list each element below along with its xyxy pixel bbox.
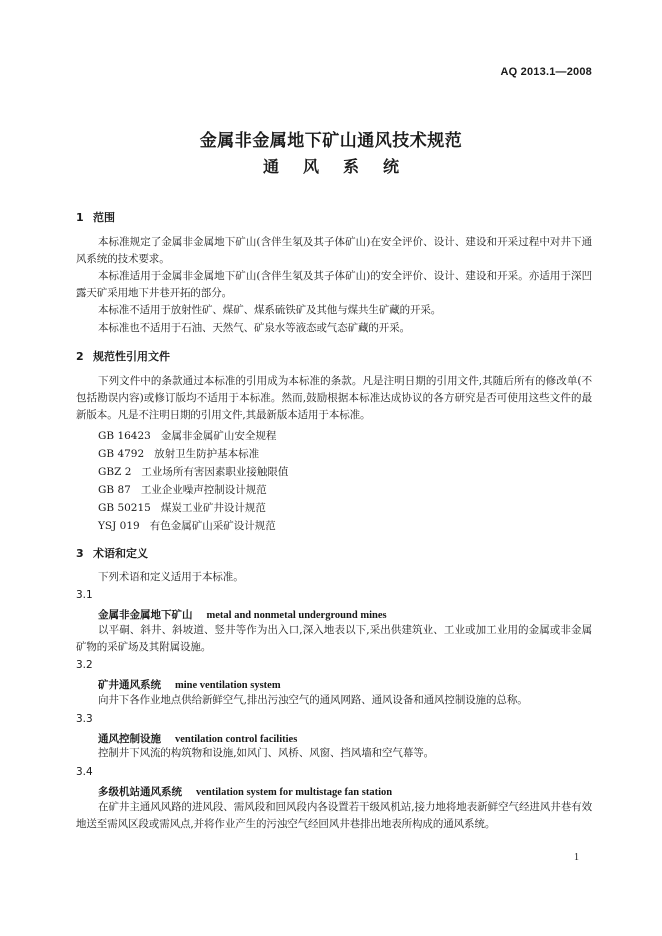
term-number: 3.2 — [76, 659, 93, 671]
term-zh: 通风控制设施 — [98, 733, 161, 745]
term-title — [98, 607, 387, 622]
term-number: 3.4 — [76, 766, 93, 778]
document-title: 金属非金属地下矿山通风技术规范 — [199, 131, 463, 151]
term-zh: 金属非金属地下矿山 — [98, 609, 193, 621]
paragraph: 本标准适用于金属非金属地下矿山(含伴生氡及其子体矿山)的安全评价、设计、建设和开采。亦适用于深凹露天矿采用地下井巷开拓的部分。 — [76, 270, 592, 299]
term-title — [98, 784, 392, 799]
term-en: ventilation system for multistage fan station — [196, 787, 393, 798]
reference-item — [98, 482, 267, 497]
reference-title: 工业场所有害因素职业接触限值 — [141, 466, 289, 478]
term-en: ventilation control facilities — [175, 734, 298, 745]
reference-code: YSJ 019 — [98, 520, 140, 532]
reference-item — [98, 464, 288, 479]
reference-title: 有色金属矿山采矿设计规范 — [149, 520, 276, 532]
paragraph: 下列术语和定义适用于本标准。 — [98, 571, 244, 583]
reference-title: 工业企业噪声控制设计规范 — [140, 484, 267, 496]
section-title: 规范性引用文件 — [93, 350, 170, 363]
paragraph: 下列文件中的条款通过本标准的引用成为本标准的条款。凡是注明日期的引用文件,其随后所有的修改单(不包括勘误内容)或修订版均不适用于本标准。然而,鼓励根据本标准达成协议的各方研究是否可使用这些文件的最新版本。凡是不注明日期的引用文件,其最新版本适用于本标准。 — [76, 375, 592, 421]
reference-item — [98, 518, 276, 533]
term-en: metal and nonmetal underground mines — [206, 610, 387, 621]
reference-title: 放射卫生防护基本标准 — [154, 448, 260, 460]
term-definition: 控制井下风流的构筑物和设施,如风门、风桥、风窗、挡风墙和空气幕等。 — [98, 747, 435, 759]
reference-item — [98, 446, 259, 461]
reference-title: 煤炭工业矿井设计规范 — [160, 502, 266, 514]
section-heading — [76, 545, 148, 561]
term-definition: 以平硐、斜井、斜坡道、竖井等作为出入口,深入地表以下,采出供建筑业、工业或加工业用的金属或非金属矿物的采矿场及其附属设施。 — [76, 624, 592, 653]
term-definition: 向井下各作业地点供给新鲜空气,排出污浊空气的通风网路、通风设备和通风控制设施的总称。 — [98, 694, 528, 706]
reference-item — [98, 428, 276, 443]
term-zh: 矿井通风系统 — [98, 679, 161, 691]
reference-code: GB 16423 — [98, 430, 151, 442]
paragraph: 本标准规定了金属非金属地下矿山(含伴生氡及其子体矿山)在安全评价、设计、建设和开采过程中对井下通风系统的技术要求。 — [76, 236, 592, 265]
term-title — [98, 731, 297, 746]
term-definition: 在矿井主通风风路的进风段、需风段和回风段内各设置若干级风机站,接力地将地表新鲜空气经进风井巷有效地送至需风区段或需风点,并将作业产生的污浊空气经回风井巷排出地表所构成的通风系统。 — [76, 801, 592, 830]
reference-code: GBZ 2 — [98, 466, 132, 478]
section-heading — [76, 348, 170, 364]
section-number: 1 — [76, 211, 84, 224]
section-title: 术语和定义 — [93, 547, 148, 560]
term-number: 3.1 — [76, 589, 93, 601]
document-subtitle: 通风系统 — [262, 157, 423, 176]
reference-item — [98, 500, 266, 515]
standard-code: AQ 2013.1—2008 — [500, 66, 592, 78]
term-number: 3.3 — [76, 713, 93, 725]
term-zh: 多级机站通风系统 — [98, 786, 182, 798]
page-number: 1 — [574, 852, 579, 863]
section-title: 范围 — [93, 211, 115, 224]
section-heading — [76, 209, 115, 225]
reference-title: 金属非金属矿山安全规程 — [160, 430, 277, 442]
reference-code: GB 87 — [98, 484, 131, 496]
term-en: mine ventilation system — [175, 680, 281, 691]
paragraph: 本标准不适用于放射性矿、煤矿、煤系硫铁矿及其他与煤共生矿藏的开采。 — [98, 304, 442, 316]
reference-code: GB 4792 — [98, 448, 145, 460]
term-title — [98, 677, 281, 692]
section-number: 3 — [76, 547, 84, 560]
paragraph: 本标准也不适用于石油、天然气、矿泉水等液态或气态矿藏的开采。 — [98, 322, 410, 334]
reference-code: GB 50215 — [98, 502, 151, 514]
section-number: 2 — [76, 350, 84, 363]
